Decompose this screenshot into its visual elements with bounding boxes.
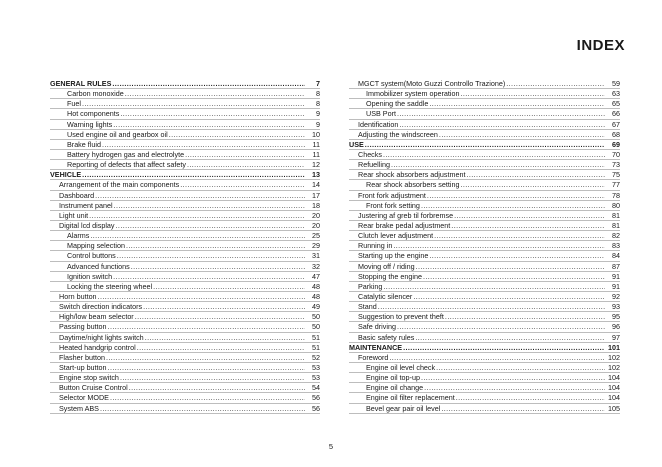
index-entry-page: 8	[316, 99, 320, 109]
index-entry[interactable]	[349, 130, 620, 140]
index-entry-label: High/low beam selector	[59, 312, 134, 322]
index-entry-label: Immobilizer system operation	[366, 89, 460, 99]
index-entry-label: Flasher button	[59, 352, 105, 362]
index-entry[interactable]	[50, 120, 320, 130]
page-number: 5	[328, 442, 334, 451]
index-entry-label: Light unit	[59, 210, 89, 220]
index-entry-page: 11	[312, 149, 320, 159]
dot-leader	[378, 302, 605, 312]
index-entry-label: Foreword	[358, 352, 389, 362]
index-entry-page: 53	[312, 362, 320, 372]
index-section-heading[interactable]	[349, 343, 620, 353]
index-entry[interactable]	[50, 231, 320, 241]
index-entry[interactable]	[50, 383, 320, 393]
index-entry-page: 59	[612, 79, 620, 88]
index-entry-label: Dashboard	[59, 190, 95, 200]
index-entry[interactable]	[349, 99, 620, 109]
index-entry-label: Moving off / riding	[358, 261, 415, 271]
index-entry-page: 17	[312, 190, 320, 200]
index-section-heading[interactable]	[50, 79, 320, 89]
index-entry-page: 80	[612, 200, 620, 210]
index-entry[interactable]	[349, 262, 620, 272]
index-entry-page: 84	[612, 251, 620, 261]
dot-leader	[187, 160, 305, 170]
index-entry[interactable]	[349, 89, 620, 99]
index-entry[interactable]	[50, 251, 320, 261]
index-entry[interactable]	[50, 109, 320, 119]
dot-leader	[108, 322, 305, 332]
dot-leader	[460, 89, 605, 99]
index-entry[interactable]	[349, 292, 620, 302]
index-entry-page: 56	[312, 403, 320, 413]
dot-leader	[120, 109, 305, 119]
index-entry[interactable]	[349, 322, 620, 332]
index-entry-page: 92	[612, 291, 620, 301]
index-entry-page: 83	[612, 241, 620, 251]
index-entry-label: Safe driving	[358, 322, 396, 332]
index-entry[interactable]	[349, 120, 620, 130]
dot-leader	[180, 180, 305, 190]
index-entry-label: Button Cruise Control	[59, 383, 128, 393]
index-entry[interactable]	[50, 363, 320, 373]
index-entry-page: 13	[312, 170, 320, 180]
dot-leader	[399, 120, 605, 130]
dot-leader	[116, 221, 305, 231]
index-entry[interactable]	[349, 180, 620, 190]
dot-leader	[106, 353, 305, 363]
index-entry-label: Battery hydrogen gas and electrolyte	[67, 149, 185, 159]
dot-leader	[445, 312, 605, 322]
dot-leader	[95, 191, 305, 201]
index-entry-page: 47	[312, 271, 320, 281]
index-entry-label: Opening the saddle	[366, 99, 429, 109]
index-entry-label: Front fork setting	[366, 200, 420, 210]
dot-leader	[383, 282, 605, 292]
index-entry-label: Locking the steering wheel	[67, 281, 153, 291]
index-entry[interactable]	[349, 221, 620, 231]
dot-leader	[456, 393, 605, 403]
index-entry[interactable]	[50, 312, 320, 322]
index-entry-page: 51	[312, 342, 320, 352]
index-entry[interactable]	[50, 393, 320, 403]
index-entry-label: Ignition switch	[67, 271, 113, 281]
index-entry[interactable]	[50, 221, 320, 231]
dot-leader	[129, 383, 305, 393]
index-entry[interactable]	[349, 383, 620, 393]
index-entry[interactable]	[349, 251, 620, 261]
index-entry-label: Reporting of defects that affect safety	[67, 160, 186, 170]
index-entry[interactable]	[50, 322, 320, 332]
index-entry-page: 50	[312, 312, 320, 322]
dot-leader	[108, 363, 305, 373]
index-entry-label: Mapping selection	[67, 241, 125, 251]
index-entry-label: Advanced functions	[67, 261, 130, 271]
index-entry-page: 10	[312, 129, 320, 139]
index-entry-page: 102	[608, 362, 620, 372]
index-entry[interactable]	[50, 89, 320, 99]
dot-leader	[415, 333, 605, 343]
index-entry[interactable]	[349, 272, 620, 282]
dot-leader	[383, 150, 605, 160]
index-entry[interactable]	[50, 292, 320, 302]
index-entry-page: 49	[312, 302, 320, 312]
dot-leader	[424, 383, 605, 393]
index-entry-label: Hot components	[67, 109, 120, 119]
index-entry-page: 81	[612, 210, 620, 220]
index-section-heading[interactable]	[349, 140, 620, 150]
dot-leader	[506, 79, 605, 89]
index-entry-page: 101	[608, 342, 620, 352]
index-entry[interactable]	[349, 333, 620, 343]
dot-leader	[153, 282, 305, 292]
index-entry-label: Alarms	[67, 231, 90, 241]
index-entry-page: 91	[612, 281, 620, 291]
index-entry[interactable]	[50, 180, 320, 190]
index-entry-page: 93	[612, 302, 620, 312]
index-entry-label: Fuel	[67, 99, 81, 109]
index-entry-page: 48	[312, 281, 320, 291]
index-entry-label: Horn button	[59, 291, 97, 301]
index-entry-page: 50	[312, 322, 320, 332]
index-entry-label: Arrangement of the main components	[59, 180, 180, 190]
index-entry[interactable]	[50, 150, 320, 160]
dot-leader	[185, 150, 305, 160]
index-entry-page: 66	[612, 109, 620, 119]
dot-leader	[98, 292, 305, 302]
index-entry-label: Rear brake pedal adjustment	[358, 220, 451, 230]
index-entry[interactable]	[50, 353, 320, 363]
index-entry[interactable]	[349, 231, 620, 241]
index-entry-label: Engine oil level check	[366, 362, 436, 372]
index-entry-label: Basic safety rules	[358, 332, 415, 342]
dot-leader	[117, 251, 305, 261]
index-entry[interactable]	[349, 353, 620, 363]
index-entry[interactable]	[50, 272, 320, 282]
index-entry-label: System ABS	[59, 403, 99, 413]
dot-leader	[454, 211, 605, 221]
index-entry[interactable]	[50, 130, 320, 140]
index-entry-label: Warning lights	[67, 119, 113, 129]
index-entry[interactable]	[50, 201, 320, 211]
index-column-right	[349, 79, 620, 414]
index-entry-page: 87	[612, 261, 620, 271]
index-entry-label: Starting up the engine	[358, 251, 429, 261]
dot-leader	[439, 130, 605, 140]
index-entry-label: Engine oil change	[366, 383, 424, 393]
index-entry-page: 56	[312, 393, 320, 403]
index-entry[interactable]	[349, 302, 620, 312]
index-entry-label: Switch direction indicators	[59, 302, 143, 312]
index-entry[interactable]	[349, 150, 620, 160]
dot-leader	[421, 201, 605, 211]
index-entry-label: USB Port	[366, 109, 396, 119]
index-entry-page: 18	[312, 200, 320, 210]
index-entry-page: 14	[312, 180, 320, 190]
index-entry-label: USE	[349, 139, 364, 149]
index-entry-label: Engine stop switch	[59, 373, 119, 383]
dot-leader	[436, 363, 605, 373]
index-section-heading[interactable]	[50, 170, 320, 180]
index-entry-label: Bevel gear pair oil level	[366, 403, 441, 413]
index-entry[interactable]	[50, 99, 320, 109]
index-entry-page: 104	[608, 383, 620, 393]
dot-leader	[434, 231, 605, 241]
index-entry-page: 105	[608, 403, 620, 413]
dot-leader	[100, 404, 305, 414]
index-entry-page: 7	[316, 79, 320, 88]
index-entry[interactable]	[349, 393, 620, 403]
index-entry-label: Engine oil top-up	[366, 373, 420, 383]
index-entry-label: Engine oil filter replacement	[366, 393, 455, 403]
index-entry-page: 69	[612, 139, 620, 149]
index-entry-label: VEHICLE	[50, 170, 82, 180]
index-entry-page: 67	[612, 119, 620, 129]
index-entry[interactable]	[50, 343, 320, 353]
dot-leader	[403, 343, 605, 353]
index-entry[interactable]	[50, 241, 320, 251]
index-entry-page: 9	[316, 119, 320, 129]
index-entry-page: 20	[312, 220, 320, 230]
index-entry-page: 25	[312, 231, 320, 241]
index-entry[interactable]	[50, 160, 320, 170]
index-entry-label: Used engine oil and gearbox oil	[67, 129, 168, 139]
index-entry-page: 104	[608, 393, 620, 403]
index-entry-page: 96	[612, 322, 620, 332]
dot-leader	[125, 89, 305, 99]
index-entry-page: 70	[612, 149, 620, 159]
index-entry[interactable]	[349, 109, 620, 119]
index-entry-label: Running in	[358, 241, 393, 251]
index-entry[interactable]	[349, 373, 620, 383]
dot-leader	[120, 373, 305, 383]
index-entry-page: 32	[312, 261, 320, 271]
index-entry-page: 77	[612, 180, 620, 190]
dot-leader	[460, 180, 605, 190]
index-entry-page: 53	[312, 373, 320, 383]
index-entry[interactable]	[349, 241, 620, 251]
index-entry[interactable]	[349, 404, 620, 414]
index-entry-label: Heated handgrip control	[59, 342, 136, 352]
index-entry-label: Refuelling	[358, 160, 390, 170]
index-entry-page: 11	[312, 139, 320, 149]
dot-leader	[416, 262, 605, 272]
dot-leader	[145, 333, 305, 343]
index-entry-page: 78	[612, 190, 620, 200]
index-entry-page: 95	[612, 312, 620, 322]
index-entry-page: 81	[612, 220, 620, 230]
index-entry-label: Adjusting the windscreen	[358, 129, 438, 139]
index-entry-label: Clutch lever adjustment	[358, 231, 434, 241]
index-entry-page: 73	[612, 160, 620, 170]
index-entry-page: 102	[608, 352, 620, 362]
index-entry-label: Digital lcd display	[59, 220, 115, 230]
index-entry-label: Front fork adjustment	[358, 190, 426, 200]
index-entry[interactable]	[50, 302, 320, 312]
dot-leader	[90, 231, 305, 241]
dot-leader	[143, 302, 305, 312]
index-entry-page: 51	[312, 332, 320, 342]
dot-leader	[451, 221, 605, 231]
index-entry-page: 9	[316, 109, 320, 119]
dot-leader	[110, 393, 305, 403]
index-entry[interactable]	[349, 312, 620, 322]
index-entry-page: 97	[612, 332, 620, 342]
index-entry-label: MGCT system(Moto Guzzi Controllo Trazione)	[358, 79, 506, 88]
index-entry-page: 48	[312, 291, 320, 301]
dot-leader	[421, 373, 605, 383]
dot-leader	[102, 140, 305, 150]
index-entry-label: Selector MODE	[59, 393, 109, 403]
dot-leader	[413, 292, 605, 302]
page-title: INDEX	[576, 37, 625, 54]
index-entry-label: Stand	[358, 302, 377, 312]
index-entry[interactable]	[50, 211, 320, 221]
index-entry[interactable]	[349, 79, 620, 89]
index-entry-page: 65	[612, 99, 620, 109]
index-entry[interactable]	[349, 211, 620, 221]
index-entry-label: Identification	[358, 119, 399, 129]
index-entry[interactable]	[50, 373, 320, 383]
index-entry[interactable]	[349, 282, 620, 292]
dot-leader	[429, 99, 605, 109]
index-entry-page: 8	[316, 89, 320, 99]
index-entry-page: 31	[312, 251, 320, 261]
index-entry-page: 75	[612, 170, 620, 180]
index-entry-label: Brake fluid	[67, 139, 101, 149]
index-entry-page: 82	[612, 231, 620, 241]
dot-leader	[113, 272, 305, 282]
index-entry-label: Parking	[358, 281, 383, 291]
dot-leader	[389, 353, 605, 363]
index-entry-page: 12	[312, 160, 320, 170]
index-entry-label: Justering af greb til forbremse	[358, 210, 454, 220]
dot-leader	[113, 120, 305, 130]
index-entry-label: GENERAL RULES	[50, 79, 112, 88]
dot-leader	[466, 170, 605, 180]
index-entry[interactable]	[50, 333, 320, 343]
index-entry-page: 29	[312, 241, 320, 251]
index-entry[interactable]	[50, 140, 320, 150]
index-entry-label: Catalytic silencer	[358, 291, 413, 301]
index-entry[interactable]	[349, 160, 620, 170]
dot-leader	[169, 130, 305, 140]
index-entry-label: Daytime/night lights switch	[59, 332, 144, 342]
index-entry[interactable]	[50, 191, 320, 201]
dot-leader	[397, 109, 605, 119]
index-column-left	[50, 79, 320, 414]
index-entry-label: MAINTENANCE	[349, 342, 403, 352]
dot-leader	[82, 170, 305, 180]
index-entry-page: 20	[312, 210, 320, 220]
index-entry-page: 63	[612, 89, 620, 99]
dot-leader	[89, 211, 305, 221]
dot-leader	[427, 191, 605, 201]
dot-leader	[397, 322, 605, 332]
index-entry[interactable]	[349, 191, 620, 201]
dot-leader	[441, 404, 605, 414]
dot-leader	[82, 99, 305, 109]
index-entry-label: Passing button	[59, 322, 107, 332]
dot-leader	[114, 201, 305, 211]
dot-leader	[137, 343, 305, 353]
index-entry[interactable]	[349, 170, 620, 180]
index-entry-page: 104	[608, 373, 620, 383]
index-entry[interactable]	[349, 363, 620, 373]
dot-leader	[112, 79, 305, 89]
dot-leader	[131, 262, 305, 272]
index-entry-label: Start-up button	[59, 362, 107, 372]
index-entry-page: 52	[312, 352, 320, 362]
index-entry-label: Rear shock absorbers setting	[366, 180, 460, 190]
index-entry-label: Rear shock absorbers adjustment	[358, 170, 466, 180]
index-entry[interactable]	[50, 262, 320, 272]
dot-leader	[391, 160, 605, 170]
index-entry[interactable]	[349, 201, 620, 211]
index-entry-label: Instrument panel	[59, 200, 113, 210]
dot-leader	[135, 312, 305, 322]
index-entry-label: Carbon monoxide	[67, 89, 124, 99]
index-entry-label: Stopping the engine	[358, 271, 422, 281]
dot-leader	[365, 140, 605, 150]
index-entry-label: Suggestion to prevent theft	[358, 312, 444, 322]
dot-leader	[423, 272, 605, 282]
index-entry[interactable]	[50, 404, 320, 414]
index-entry-label: Control buttons	[67, 251, 116, 261]
dot-leader	[126, 241, 305, 251]
index-entry-page: 68	[612, 129, 620, 139]
index-entry-page: 54	[312, 383, 320, 393]
index-entry-label: Checks	[358, 149, 382, 159]
index-entry-page: 91	[612, 271, 620, 281]
dot-leader	[429, 251, 605, 261]
index-entry[interactable]	[50, 282, 320, 292]
dot-leader	[393, 241, 605, 251]
